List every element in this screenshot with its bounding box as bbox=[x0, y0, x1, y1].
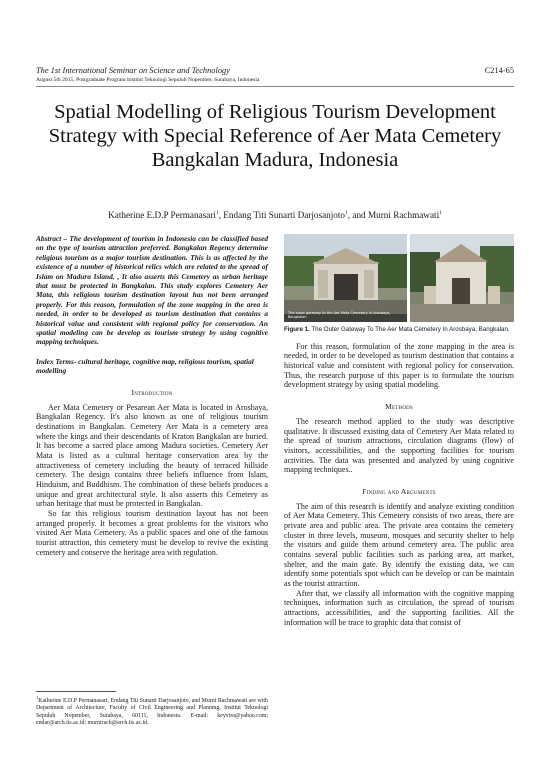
methods-paragraph: The research method applied to the study was descriptive qualitative. It discussed existing data of Cemetery Aer Mata related to the spread of tourism attractions, circulation diagrams (flow) of visitors, accessibilities, and the supporting facilities for tourism activities. The data was presented and analyzed by using cognitive mapping techniques.. bbox=[284, 416, 514, 475]
footnote-marker: 1 bbox=[36, 695, 39, 700]
methods-heading: Methods bbox=[385, 401, 413, 411]
left-column bbox=[36, 234, 268, 557]
paper-id: C214-65 bbox=[484, 66, 514, 75]
conference-name: The 1st International Seminar on Science and Technology bbox=[36, 66, 230, 75]
introduction-paragraph-1: Aer Mata Cemetery or Pesarean Aer Mata is located in Arosbaya, Bangkalan Regency. It's also known as one of religious tourism destinations in Bangkalan. Cemetery Aer Mata is a cemetery area where the kings and their descendants of Kraton Bangkalan are buried. It has become a sacred place among Madura societies. Cemetery Aer Mata is listed as a cultural heritage conservation area by the attractiveness of cemetery including the beauty of terraced hillside cemetery. The design contains three beliefs influence from Islam, Hinduism, and Buddhism. The combination of these beliefs produces a unique and great architectural style. It also asserts this Cemetery as urban heritage that must be protected in Bangkalan. bbox=[36, 402, 268, 509]
introduction-paragraph-2: So far this religious tourism destination layout has not been arranged properly. It becomes a great problems for the visitors who visited Aer Mata Cemetery. As a public spaces and one of the famous tourist attraction, this cemetery must be develop to revive the existing cemetery and conserve the heritage area with regulation. bbox=[36, 508, 268, 557]
paper-title: Spatial Modelling of Religious Tourism Development Strategy with Special Reference of Aer Mata Cemetery Bangkalan Madura, Indonesia bbox=[48, 101, 502, 171]
figure-photo-cemetery bbox=[410, 234, 514, 322]
findings-paragraph-1: The aim of this research is identify and analyze existing condition of Aer Mata Cemetery. This Cemetery consists of two areas, there are private area and public area. The private area contains the cemetery cluster in three levels, museum, mosques and security shelter to help the visitors and guide them around cemetery area. The public area contains several public facilities such as parking area, art market, shelter, and the main gate. By identify the existing data, we can identify some potentials spot which can be develop or can be maintain as the tourist attraction. bbox=[284, 501, 514, 589]
abstract-label: Abstract bbox=[36, 234, 62, 243]
footnote-rule bbox=[36, 691, 116, 692]
author-1: Katherine E.D.P Permanasari bbox=[108, 210, 216, 221]
header-rule bbox=[36, 86, 514, 87]
abstract-text: – The development of tourism in Indonesia can be classified based on the type of tourism attraction preferred. Bangkalan Regency determine religious tourism as a major tourism destination. This is as affected by the existence of a number of historical relics which are related to the spread of Islam on Madura Island. , It also asserts this Cemetery as urban heritage that must be protected in Bangkalan. This study explores Cemetery Aer Mata, this religious tourism destination layout has not been arranged properly. For this reason, formulation of the zone mapping in the area is needed, in order to be developed as tourism destination that contains a historical value and consistent with regional policy for conservation. An spatial modeling can be develop as tourism strategy by using cognitive mapping techniques. bbox=[36, 234, 268, 347]
author-3: Murni Rachmawati bbox=[367, 210, 440, 221]
author-3-affil: 1 bbox=[439, 210, 442, 216]
author-2-affil: 1 bbox=[345, 210, 348, 216]
photo-overlay-caption: The outer gateway to the Aer Mata Cemetery in Arosbaya, Bangkalan bbox=[288, 311, 391, 319]
right-column bbox=[284, 234, 514, 627]
figure-1 bbox=[284, 234, 514, 322]
introduction-heading: Introduction bbox=[131, 387, 173, 397]
author-separator: , bbox=[218, 210, 224, 221]
abstract bbox=[36, 234, 268, 347]
findings-paragraph-2: After that, we classify all information with the cognitive mapping techniques, information such as circulation, the spread of tourism attractions, accessibilities, and the supporting facilities. All the information will be trace to graphic data that consist of bbox=[284, 588, 514, 627]
right-paragraph-1: For this reason, formulation of the zone mapping in the area is needed, in order to be developed as tourism destination that contains a historical value and consistent with regional policy for conservation. Thus, the research purpose of this paper is to formulate the tourism development strategy by using spatial modeling. bbox=[284, 341, 514, 390]
author-separator: , and bbox=[347, 210, 368, 221]
footnote-text: Katherine E.D.P Permanasari, Endang Titi Sunarti Darjosanjoto, and Murni Rachmawati are with Department of Architecture, Faculty of Civil Engineering and Planning, Institut Teknologi Sepuluh Nopember, Surabaya, 60111, Indonesia. E-mail: keyvira@yahoo.com; endar@arch.its.ac.id; murnirach@arch.its.ac.id. bbox=[36, 697, 268, 726]
findings-heading: Finding and Arguments bbox=[362, 486, 436, 496]
running-header bbox=[36, 66, 259, 84]
figure-caption-text: The Outer Gateway To The Aer Mata Cemetery In Arosbaya, Bangkalan. bbox=[309, 326, 510, 333]
conference-date-line: August 5th 2015, Postgraduate Program Institut Teknologi Sepuluh Nopember, Surabaya, Indonesia bbox=[36, 77, 260, 83]
author-footnote bbox=[36, 694, 268, 727]
figure-photo-gateway bbox=[284, 234, 407, 322]
figure-1-caption bbox=[284, 326, 514, 334]
author-1-affil: 1 bbox=[215, 210, 219, 216]
author-2: Endang Titi Sunarti Darjosanjoto bbox=[223, 210, 346, 221]
figure-label: Figure 1. bbox=[284, 326, 310, 333]
author-line bbox=[40, 210, 510, 220]
index-terms: Index Terms- cultural heritage, cognitive map, religious tourism, spatial modelling bbox=[36, 356, 254, 376]
